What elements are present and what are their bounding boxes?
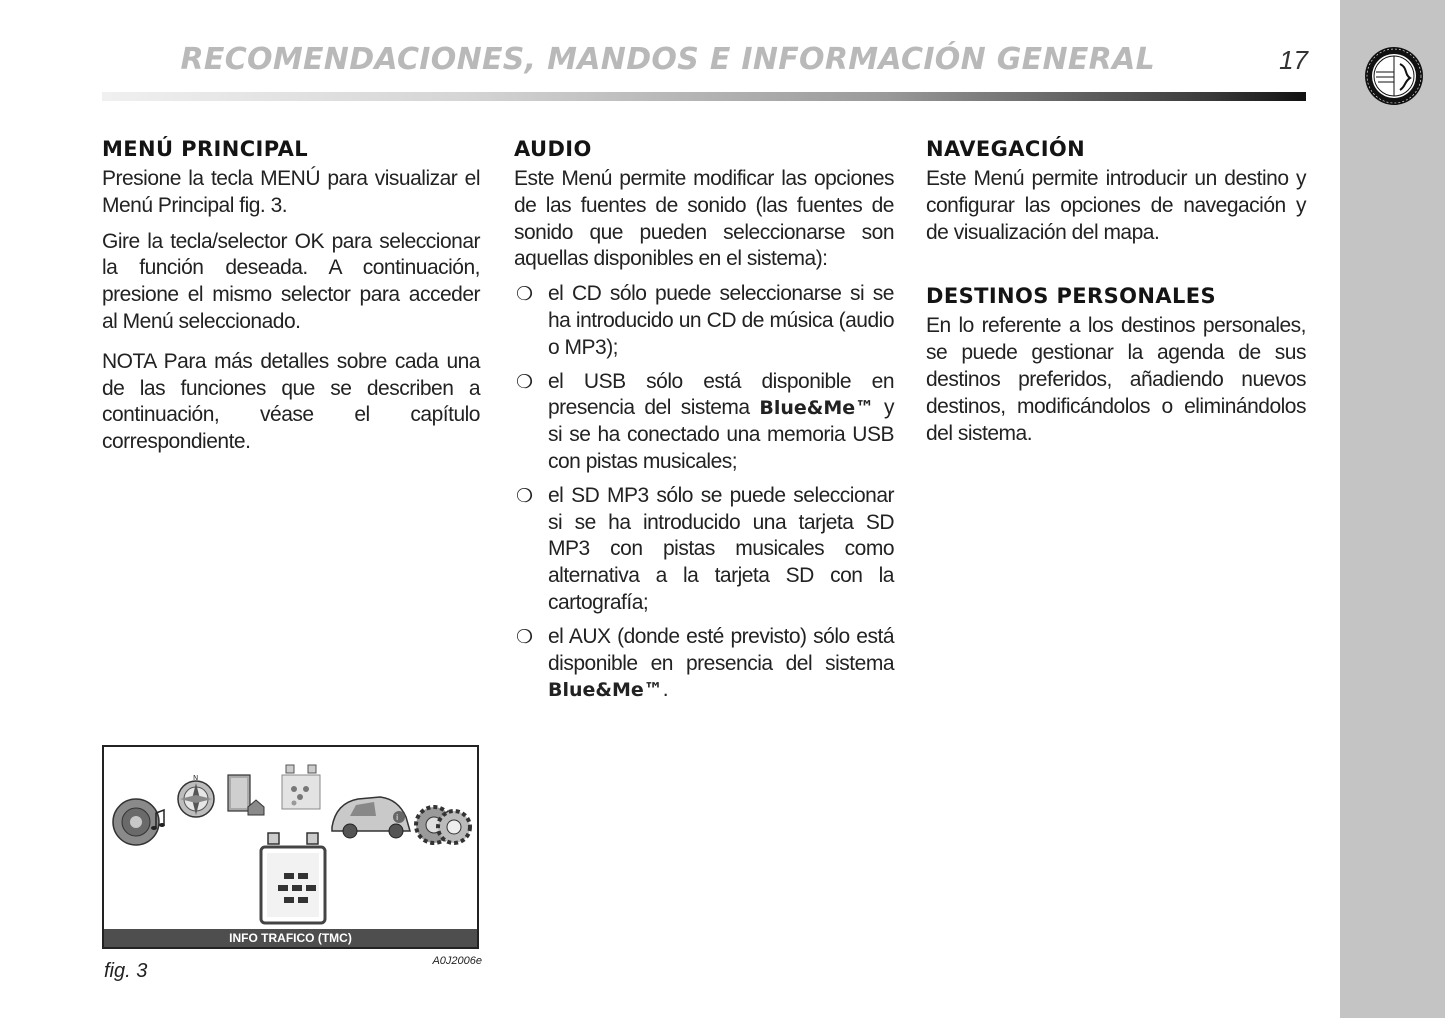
svg-text:i: i: [396, 813, 399, 822]
list-item: ❍ el CD sólo puede seleccionarse si se ha introducido un CD de música (audio o MP3);: [516, 282, 894, 359]
paragraph: Este Menú permite modificar las opciones de las fuentes de sonido (las fuentes de sonido que pueden seleccionarse son aquellas disponibles en el sistema):: [514, 167, 894, 271]
figure-code: A0J2006e: [432, 955, 482, 967]
column-navegacion: [926, 137, 1306, 456]
list-item: ❍ el SD MP3 sólo se puede seleccionar si se ha introducido una tarjeta SD MP3 con pistas musicales como alternativa a la tarjeta SD con la cartografía;: [516, 483, 894, 614]
section-heading-menu-principal: MENÚ PRINCIPAL: [102, 137, 309, 161]
paragraph: Presione la tecla MENÚ para visualizar el Menú Principal fig. 3.: [102, 167, 480, 217]
running-header-title: RECOMENDACIONES, MANDOS E INFORMACIÓN GENERAL: [180, 42, 1155, 77]
figure-caption: fig. 3: [104, 960, 148, 982]
menu-screen: [104, 747, 477, 929]
paragraph: Este Menú permite introducir un destino y configurar las opciones de navegación y de visualización del mapa.: [926, 167, 1306, 244]
navigation-compass-icon: [178, 774, 214, 817]
brand-name: Blue&Me™: [759, 397, 875, 420]
header-rule: [102, 92, 1306, 101]
section-heading-audio: AUDIO: [514, 137, 592, 161]
paragraph: Gire la tecla/selector OK para seleccionar la función deseada. A continuación, presione el mismo selector para acceder al Menú seleccionado.: [102, 229, 480, 333]
section-heading-navegacion: NAVEGACIÓN: [926, 137, 1086, 161]
column-menu-principal: [102, 137, 480, 465]
audio-source-list: [514, 281, 894, 704]
bullet-circle-icon: ❍: [516, 626, 533, 648]
page-number: 17: [1279, 45, 1308, 75]
bullet-circle-icon: ❍: [516, 371, 533, 393]
svg-text:N: N: [193, 774, 199, 782]
selected-menu-label: INFO TRAFICO (TMC): [104, 929, 477, 947]
list-item: ❍ el USB sólo está disponible en presencia del sistema Blue&Me™ y si se ha conectado una memoria USB con pistas musicales;: [516, 369, 894, 473]
car-info-icon: [332, 797, 410, 838]
brand-logo-icon: [1364, 46, 1424, 106]
settings-gears-icon: [416, 807, 470, 843]
figure-main-menu-screen: [102, 745, 479, 949]
column-audio: [514, 137, 894, 711]
section-heading-destinos-personales: DESTINOS PERSONALES: [926, 284, 1217, 309]
paragraph: En lo referente a los destinos personales, se puede gestionar la agenda de sus destinos preferidos, añadiendo nuevos destinos, modificándolos o eliminándolos del sistema.: [926, 314, 1306, 445]
note-paragraph: NOTA Para más detalles sobre cada una de las funciones que se describen a continuación, véase el capítulo correspondiente.: [102, 349, 480, 454]
page-side-band: [1340, 0, 1445, 1018]
traffic-info-selected-icon: [261, 833, 325, 923]
list-item: ❍ el AUX (donde esté previsto) sólo está disponible en presencia del sistema Blue&Me™.: [516, 624, 894, 702]
bullet-circle-icon: ❍: [516, 485, 533, 507]
bullet-circle-icon: ❍: [516, 284, 533, 306]
brand-name: Blue&Me™: [548, 679, 663, 702]
traffic-info-icon: [282, 765, 320, 809]
personal-destinations-icon: [228, 775, 264, 815]
audio-icon: [113, 799, 165, 845]
